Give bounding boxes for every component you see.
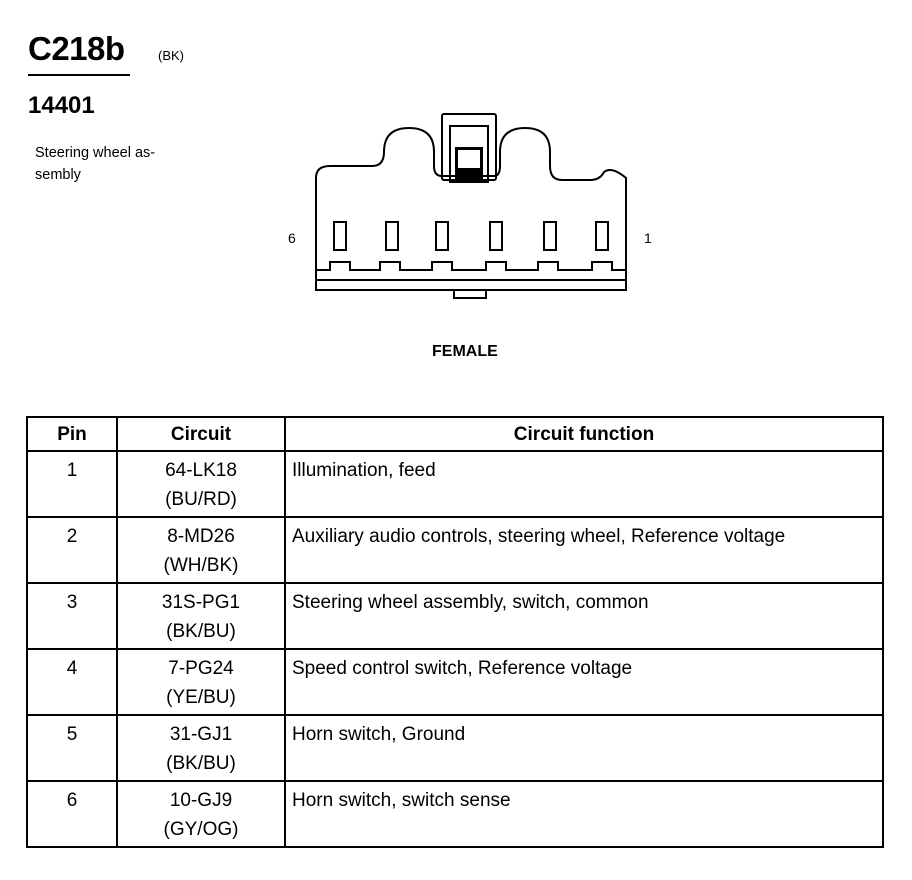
pin-cavity-4 <box>436 222 448 250</box>
wire-color: (WH/BK) <box>163 555 239 576</box>
circuit-function: Illumination, feed <box>285 451 883 517</box>
circuit-code: 7-PG24 <box>168 658 234 679</box>
connector-diagram <box>0 0 912 400</box>
pin-cavity-5 <box>386 222 398 250</box>
pin-label-right: 1 <box>644 230 652 246</box>
circuit-function: Steering wheel assembly, switch, common <box>285 583 883 649</box>
circuit-function: Speed control switch, Reference voltage <box>285 649 883 715</box>
circuit <box>117 583 285 649</box>
table-row <box>27 715 883 781</box>
circuit-code: 8-MD26 <box>167 526 235 547</box>
wire-color: (BU/RD) <box>165 489 237 510</box>
circuit-code: 31S-PG1 <box>161 592 241 613</box>
header-pin: Pin <box>27 417 117 451</box>
circuit-function: Auxiliary audio controls, steering wheel, Reference voltage <box>285 517 883 583</box>
circuit-function: Horn switch, Ground <box>285 715 883 781</box>
table-header-row <box>27 417 883 451</box>
gender-label: FEMALE <box>432 343 498 360</box>
table-row <box>27 583 883 649</box>
pin-cavity-1 <box>596 222 608 250</box>
lower-rail <box>316 262 626 270</box>
wire-color: (BK/BU) <box>166 621 236 642</box>
circuit-code: 10-GJ9 <box>169 790 233 811</box>
header-function: Circuit function <box>285 417 883 451</box>
table-row <box>27 781 883 847</box>
connector-color: (BK) <box>158 48 184 63</box>
wire-color: (GY/OG) <box>163 819 239 840</box>
wire-color: (YE/BU) <box>166 687 236 708</box>
pin-number: 3 <box>27 583 117 649</box>
circuit-code: 31-GJ1 <box>169 724 233 745</box>
wire-color: (BK/BU) <box>166 753 236 774</box>
pin-number: 4 <box>27 649 117 715</box>
circuit <box>117 517 285 583</box>
circuit <box>117 715 285 781</box>
pin-cavity-6 <box>334 222 346 250</box>
pin-number: 1 <box>27 451 117 517</box>
pin-label-left: 6 <box>288 230 296 246</box>
connector-id: C218b <box>28 30 125 67</box>
bottom-tab <box>454 290 486 298</box>
header-circuit: Circuit <box>117 417 285 451</box>
pin-number: 6 <box>27 781 117 847</box>
table-row <box>27 517 883 583</box>
circuit-code: 64-LK18 <box>165 460 237 481</box>
circuit-function: Horn switch, switch sense <box>285 781 883 847</box>
pin-number: 2 <box>27 517 117 583</box>
circuit <box>117 649 285 715</box>
description: Steering wheel as- sembly <box>35 145 156 183</box>
pin-table <box>26 416 884 848</box>
part-number: 14401 <box>28 92 95 119</box>
circuit <box>117 781 285 847</box>
table-row <box>27 451 883 517</box>
pin-cavity-2 <box>544 222 556 250</box>
pin-cavities <box>334 222 608 250</box>
pin-number: 5 <box>27 715 117 781</box>
latch-window <box>458 150 480 168</box>
circuit <box>117 451 285 517</box>
table-row <box>27 649 883 715</box>
pin-cavity-3 <box>490 222 502 250</box>
